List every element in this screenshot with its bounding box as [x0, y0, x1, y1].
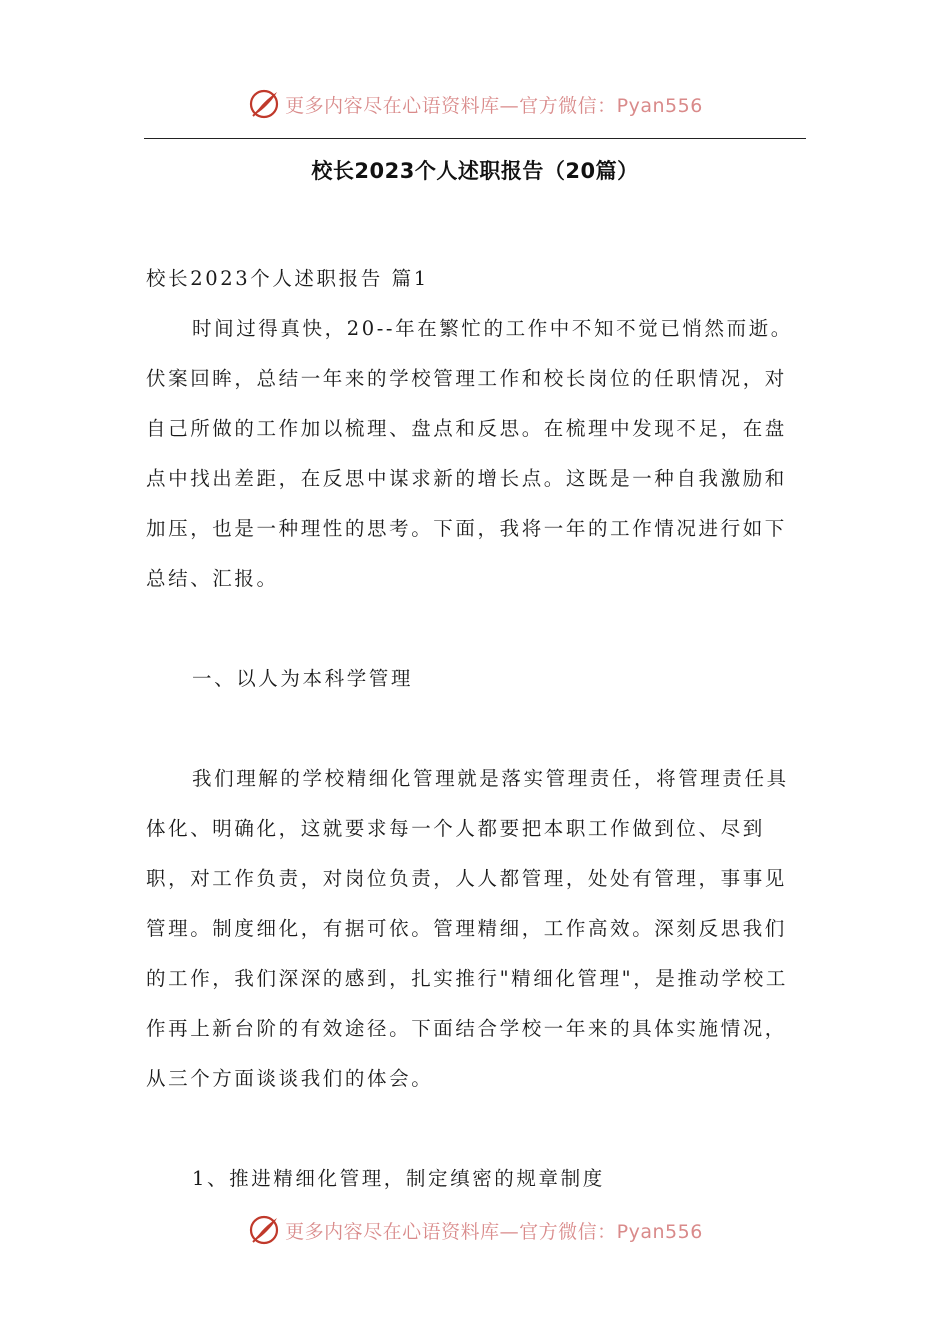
document-body: [146, 254, 808, 1204]
wechat-id: Pyan556: [616, 94, 703, 117]
item-heading: 1、推进精细化管理，制定缜密的规章制度: [192, 1167, 605, 1190]
quill-logo-icon: [247, 1213, 281, 1247]
header-banner: [0, 84, 950, 124]
header-rule: [144, 138, 806, 139]
wechat-id: Pyan556: [616, 1220, 703, 1243]
banner-text: 更多内容尽在心语资料库—官方微信：Pyan556: [285, 94, 703, 117]
footer-banner: [0, 1210, 950, 1250]
paragraph-intro: 时间过得真快，20--年在繁忙的工作中不知不觉已悄然而逝。伏案回眸，总结一年来的学校管理工作和校长岗位的任职情况，对自己所做的工作加以梳理、盘点和反思。在梳理中发现不足，在盘点中找出差距，在反思中谋求新的增长点。这既是一种自我激励和加压，也是一种理性的思考。下面，我将一年的工作情况进行如下总结、汇报。: [146, 317, 793, 590]
quill-logo-icon: [247, 87, 281, 121]
document-title: 校长2023个人述职报告（20篇）: [311, 159, 639, 183]
section-subtitle: 校长2023个人述职报告 篇1: [146, 267, 429, 290]
section-heading: 一、以人为本科学管理: [192, 667, 414, 690]
paragraph-management: 我们理解的学校精细化管理就是落实管理责任，将管理责任具体化、明确化，这就要求每一个人都要把本职工作做到位、尽到职，对工作负责，对岗位负责，人人都管理，处处有管理，事事见管理。制度细化，有据可依。管理精细，工作高效。深刻反思我们的工作，我们深深的感到，扎实推行"精细化管理"，是推动学校工作再上新台阶的有效途径。下面结合学校一年来的具体实施情况，从三个方面谈谈我们的体会。: [146, 767, 789, 1090]
banner-text: 更多内容尽在心语资料库—官方微信：Pyan556: [285, 1220, 703, 1243]
